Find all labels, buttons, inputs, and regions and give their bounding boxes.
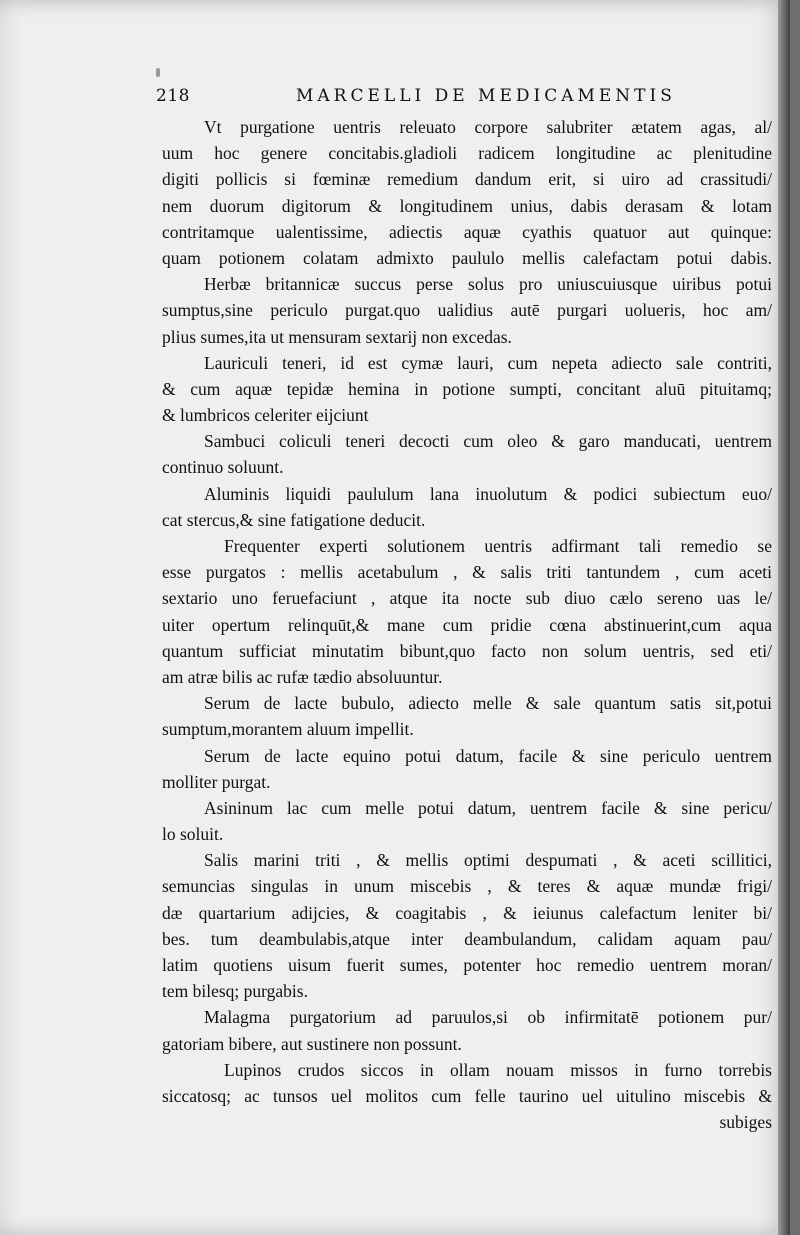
text-line: & cum aquæ tepidæ hemina in potione sumpti, concitant aluū pituitamq;	[162, 378, 772, 399]
text-line: latim quotiens uisum fuerit sumes, potenter hoc remedio uentrem moran/	[162, 955, 772, 975]
paragraph	[162, 1057, 772, 1109]
paragraph	[162, 350, 772, 429]
text-line: Malagma purgatorium ad paruulos,si ob infirmitatē potionem pur/	[204, 1007, 772, 1028]
text-line: Sambuci coliculi teneri decocti cum oleo & garo manducati, uentrem	[204, 431, 772, 452]
page-number: 218	[156, 86, 190, 106]
text-line: esse purgatos : mellis acetabulum , & salis triti tantundem , cum aceti	[162, 562, 772, 583]
paragraph	[162, 533, 772, 690]
ink-mark	[156, 68, 160, 77]
text-line: siccatosq; ac tunsos uel molitos cum felle taurino uel uitulino miscebis &	[162, 1085, 772, 1106]
paragraph	[162, 847, 772, 1004]
paragraph	[162, 795, 772, 847]
catchword: subiges	[719, 1112, 772, 1133]
text-line: cat stercus,& sine fatigatione deducit.	[162, 509, 426, 530]
text-line: Vt purgatione uentris releuato corpore salubriter ætatem agas, al/	[204, 117, 772, 137]
running-title: MARCELLI DE MEDICAMENTIS	[296, 86, 676, 106]
page-edge-shadow	[778, 0, 790, 1235]
text-line: Herbæ britannicæ succus perse solus pro uniuscuiusque uiribus potui	[204, 274, 772, 295]
paragraph	[162, 1004, 772, 1056]
text-line: uiter opertum relinquūt,& mane cum pridie cœna abstinuerint,cum aqua	[162, 614, 772, 635]
text-line: Salis marini triti , & mellis optimi despumati , & aceti scillitici,	[204, 850, 772, 871]
text-line: gatoriam bibere, aut sustinere non possunt.	[162, 1033, 462, 1054]
text-line: continuo soluunt.	[162, 457, 284, 478]
text-line: bes. tum deambulabis,atque inter deambulandum, calidam aquam pau/	[162, 928, 772, 949]
text-line: semuncias singulas in unum miscebis , & teres & aquæ mundæ frigi/	[162, 876, 772, 897]
text-line: digiti pollicis si fœminæ remedium dandum erit, si uiro ad crassitudi/	[162, 169, 772, 190]
body-text	[162, 114, 772, 1135]
text-line: Serum de lacte equino potui datum, facile & sine periculo uentrem	[204, 745, 772, 766]
text-line: Aluminis liquidi paululum lana inuolutum & podici subiectum euo/	[204, 483, 772, 504]
text-line: sumptum,morantem aluum impellit.	[162, 719, 414, 740]
text-line: Lupinos crudos siccos in ollam nouam missos in furno torrebis	[224, 1059, 772, 1080]
text-line: sextario uno feruefaciunt , atque ita nocte sub diuo cælo sereno uas le/	[162, 588, 772, 609]
paragraph	[162, 690, 772, 742]
text-line: Asininum lac cum melle potui datum, uentrem facile & sine pericu/	[204, 797, 772, 818]
text-line: quam potionem colatam admixto paululo mellis calefactam potui dabis.	[162, 247, 772, 268]
paragraph	[162, 271, 772, 350]
text-line: contritamque ualentissime, adiectis aquæ cyathis quatuor aut quinque:	[162, 221, 772, 242]
text-line: sumptus,sine periculo purgat.quo ualidius autē purgari uolueris, hoc am/	[162, 300, 772, 321]
paragraph	[162, 428, 772, 480]
text-line: Lauriculi teneri, id est cymæ lauri, cum nepeta adiecto sale contriti,	[204, 352, 772, 373]
text-line: tem bilesq; purgabis.	[162, 981, 308, 1002]
running-head	[0, 86, 790, 110]
paragraph	[162, 743, 772, 795]
paragraph	[162, 481, 772, 533]
text-line: Frequenter experti solutionem uentris adfirmant tali remedio se	[224, 536, 772, 556]
paragraph	[162, 114, 772, 271]
text-line: lo soluit.	[162, 824, 224, 845]
text-line: quantum sufficiat minutatim bibunt,quo facto non solum uentris, sed eti/	[162, 640, 772, 661]
text-line: & lumbricos celeriter eijciunt	[162, 405, 369, 426]
text-line: dæ quartarium adijcies, & coagitabis , & ieiunus calefactum leniter bi/	[162, 902, 772, 923]
text-line: molliter purgat.	[162, 771, 271, 792]
text-line: uum hoc genere concitabis.gladioli radicem longitudine ac plenitudine	[162, 143, 772, 164]
text-line: am atræ bilis ac rufæ tædio absoluuntur.	[162, 666, 443, 687]
text-line: nem duorum digitorum & longitudinem unius, dabis derasam & lotam	[162, 195, 772, 216]
text-line: Serum de lacte bubulo, adiecto melle & sale quantum satis sit,potui	[204, 693, 772, 714]
text-line: plius sumes,ita ut mensuram sextarij non excedas.	[162, 326, 512, 347]
